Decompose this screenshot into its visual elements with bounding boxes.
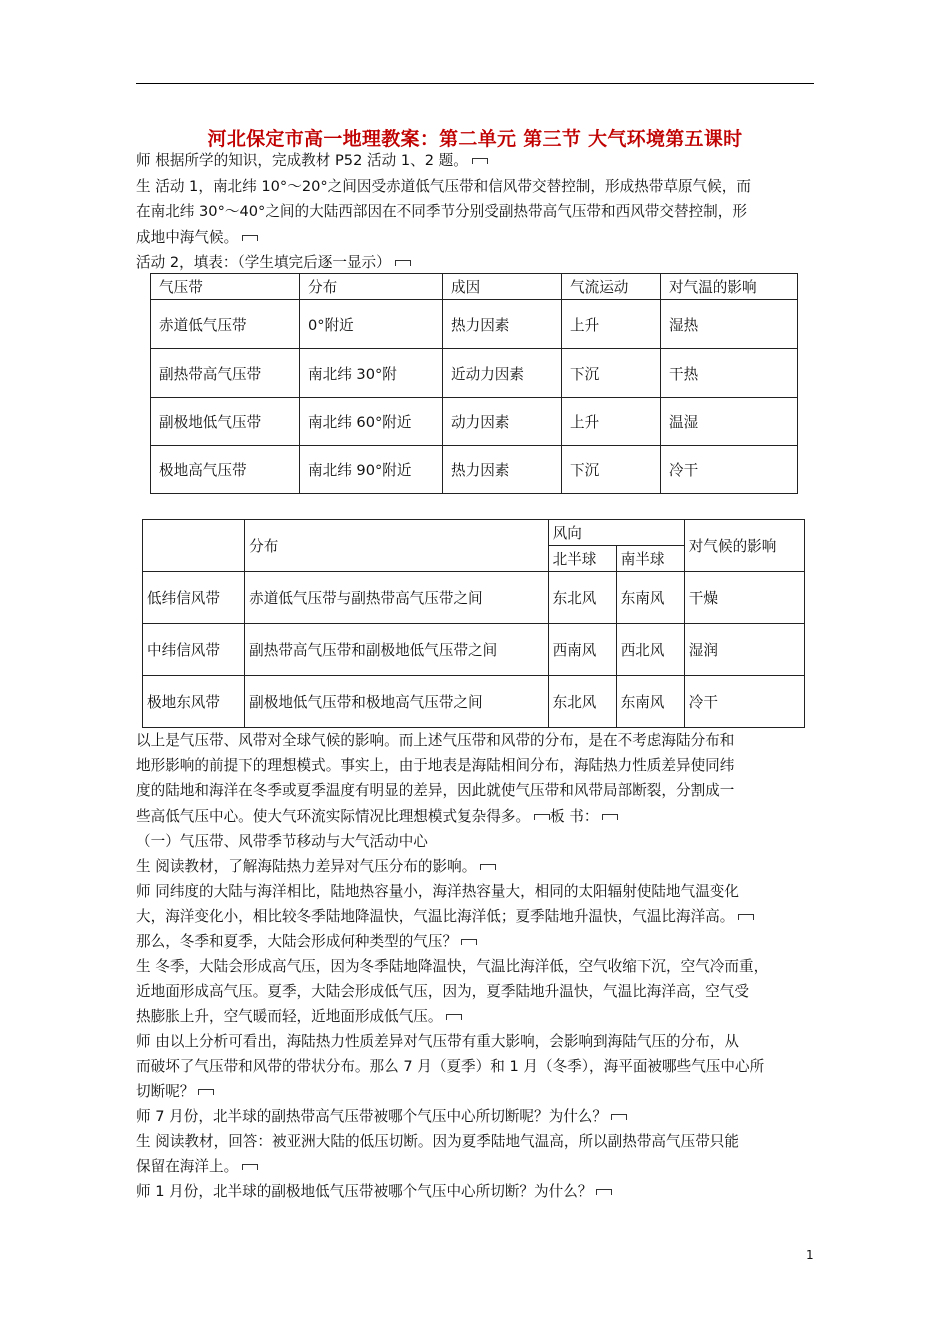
table-cell: 温湿 [661, 398, 798, 446]
table-cell: 近动力因素 [443, 349, 562, 398]
table-cell: 东北风 [548, 572, 616, 624]
table-cell: 西北风 [616, 624, 684, 676]
table-row [151, 446, 798, 494]
table-cell: 中纬信风带 [143, 624, 245, 676]
table-cell: 南北纬 30°附 [300, 349, 443, 398]
table-header-cell: 北半球 [548, 546, 616, 572]
table-header-cell: 对气候的影响 [684, 520, 804, 572]
table-cell: 低纬信风带 [143, 572, 245, 624]
table-cell: 西南风 [548, 624, 616, 676]
page-title: 河北保定市高一地理教案：第二单元 第三节 大气环境第五课时 [207, 128, 743, 150]
text-line: 大，海洋变化小，相比较冬季陆地降温快，气温比海洋低；夏季陆地升温快，气温比海洋高。 [136, 908, 754, 925]
paragraph-mark-icon [395, 260, 411, 266]
table-cell: 冷干 [661, 446, 798, 494]
text-line: （一）气压带、风带季节移动与大气活动中心 [136, 833, 428, 850]
table-cell: 下沉 [562, 446, 661, 494]
text-line: 保留在海洋上。 [136, 1158, 258, 1175]
text-line: 师 1 月份，北半球的副极地低气压带被哪个气压中心所切断？为什么？ [136, 1183, 612, 1200]
table-cell: 副热带高气压带 [151, 349, 300, 398]
table-cell: 下沉 [562, 349, 661, 398]
table-corner-cell [143, 520, 245, 572]
table-cell: 上升 [562, 398, 661, 446]
text-line: 成地中海气候。 [136, 229, 258, 246]
table-cell: 极地高气压带 [151, 446, 300, 494]
text-line: 生 阅读教材，了解海陆热力差异对气压分布的影响。 [136, 858, 496, 875]
text-line: 些高低气压中心。使大气环流实际情况比理想模式复杂得多。 板 书： [136, 808, 618, 825]
text-line: 生 活动 1，南北纬 10°～20°之间因受赤道低气压带和信风带交替控制，形成热带草原气候，而 [136, 178, 751, 195]
text-line: 师 由以上分析可看出，海陆热力性质差异对气压带有重大影响，会影响到海陆气压的分布，从 [136, 1033, 739, 1050]
table-cell: 南北纬 60°附近 [300, 398, 443, 446]
text-line: 以上是气压带、风带对全球气候的影响。而上述气压带和风带的分布，是在不考虑海陆分布和 [136, 732, 735, 749]
page-number: 1 [806, 1248, 814, 1262]
table-cell: 动力因素 [443, 398, 562, 446]
table-header-cell: 风向 [548, 520, 684, 546]
paragraph-mark-icon [446, 1014, 462, 1020]
paragraph-mark-icon [242, 235, 258, 241]
table-row [151, 349, 798, 398]
paragraph-mark-icon [480, 864, 496, 870]
table-cell: 赤道低气压带与副热带高气压带之间 [245, 572, 548, 624]
header-rule [136, 83, 814, 84]
table-cell: 赤道低气压带 [151, 300, 300, 349]
table-cell: 东南风 [616, 572, 684, 624]
table-header-cell: 气压带 [151, 274, 300, 300]
text-line: 切断呢？ [136, 1083, 214, 1100]
text-line: 那么，冬季和夏季，大陆会形成何种类型的气压？ [136, 933, 477, 950]
paragraph-mark-icon [596, 1189, 612, 1195]
paragraph-mark-icon [472, 158, 488, 164]
paragraph-mark-icon [534, 814, 550, 820]
text-line: 师 根据所学的知识，完成教材 P52 活动 1、2 题。 [136, 152, 488, 169]
table-header-cell: 成因 [443, 274, 562, 300]
paragraph-mark-icon [461, 939, 477, 945]
table-header-cell: 分布 [300, 274, 443, 300]
paragraph-mark-icon [198, 1089, 214, 1095]
text-line: 热膨胀上升，空气暖而轻，近地面形成低气压。 [136, 1008, 462, 1025]
table-cell: 副极地低气压带和极地高气压带之间 [245, 676, 548, 728]
table-header-row [151, 274, 798, 300]
table-cell: 干燥 [684, 572, 804, 624]
table-row [143, 572, 805, 624]
text-line: 生 阅读教材，回答：被亚洲大陆的低压切断。因为夏季陆地气温高，所以副热带高气压带只能 [136, 1133, 739, 1150]
text-line: 近地面形成高气压。夏季，大陆会形成低气压，因为，夏季陆地升温快，气温比海洋高，空气受 [136, 983, 749, 1000]
text-line: 师 同纬度的大陆与海洋相比，陆地热容量小，海洋热容量大，相同的太阳辐射使陆地气温变化 [136, 883, 739, 900]
table-header-row [143, 520, 805, 546]
table-cell: 干热 [661, 349, 798, 398]
table-cell: 0°附近 [300, 300, 443, 349]
table-row [151, 300, 798, 349]
text-line: 地形影响的前提下的理想模式。事实上，由于地表是海陆相间分布，海陆热力性质差异使同纬 [136, 757, 735, 774]
table-cell: 热力因素 [443, 300, 562, 349]
paragraph-mark-icon [738, 914, 754, 920]
table-cell: 湿热 [661, 300, 798, 349]
table-cell: 极地东风带 [143, 676, 245, 728]
table-cell: 东南风 [616, 676, 684, 728]
table-cell: 南北纬 90°附近 [300, 446, 443, 494]
table-cell: 热力因素 [443, 446, 562, 494]
text-line: 在南北纬 30°～40°之间的大陆西部因在不同季节分别受副热带高气压带和西风带交替控制，形 [136, 203, 747, 220]
pressure-belt-table [150, 273, 798, 494]
table-row [151, 398, 798, 446]
text-line: 生 冬季，大陆会形成高气压，因为冬季陆地降温快，气温比海洋低，空气收缩下沉，空气冷而重， [136, 958, 769, 975]
table-cell: 冷干 [684, 676, 804, 728]
table-cell: 东北风 [548, 676, 616, 728]
table-header-cell: 气流运动 [562, 274, 661, 300]
wind-belt-table [142, 519, 805, 728]
text-line: 度的陆地和海洋在冬季或夏季温度有明显的差异，因此就使气压带和风带局部断裂，分割成一 [136, 782, 735, 799]
table-cell: 副极地低气压带 [151, 398, 300, 446]
table-header-cell: 对气温的影响 [661, 274, 798, 300]
table-cell: 上升 [562, 300, 661, 349]
paragraph-mark-icon [602, 814, 618, 820]
table-cell: 副热带高气压带和副极地低气压带之间 [245, 624, 548, 676]
table-row [143, 676, 805, 728]
paragraph-mark-icon [242, 1164, 258, 1170]
table-header-cell: 分布 [245, 520, 548, 572]
text-line: 师 7 月份，北半球的副热带高气压带被哪个气压中心所切断呢？为什么？ [136, 1108, 627, 1125]
table-row [143, 624, 805, 676]
table-header-cell: 南半球 [616, 546, 684, 572]
paragraph-mark-icon [611, 1114, 627, 1120]
text-line: 而破坏了气压带和风带的带状分布。那么 7 月（夏季）和 1 月（冬季），海平面被哪些气压中心所 [136, 1058, 765, 1075]
table-cell: 湿润 [684, 624, 804, 676]
text-line: 活动 2，填表：（学生填完后逐一显示） [136, 254, 411, 271]
